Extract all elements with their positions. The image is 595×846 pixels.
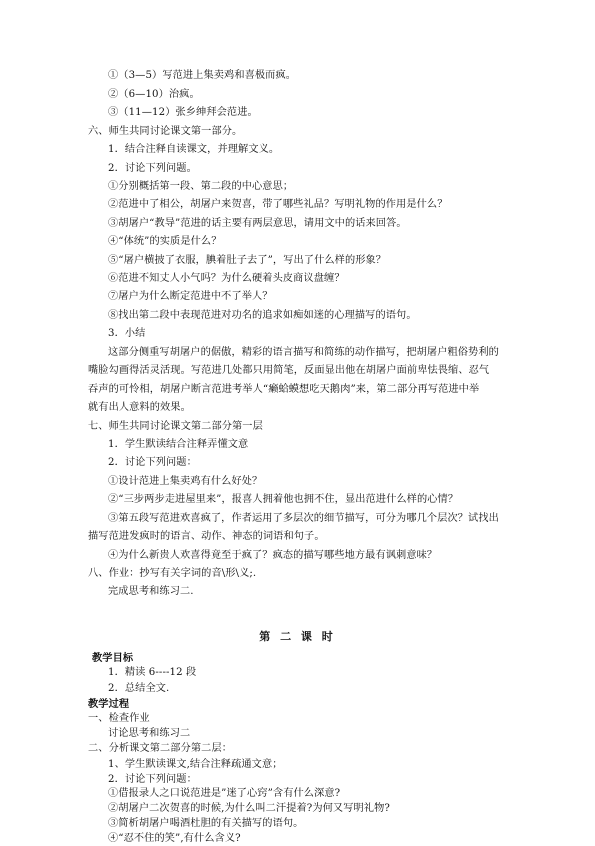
question-item: ①设计范进上集卖鸡有什么好处？ bbox=[108, 476, 263, 487]
question-item: ⑧找出第二段中表现范进对功名的追求如痴如迷的心理描写的语句。 bbox=[108, 310, 417, 321]
section-heading: 八、作业：抄写有关字词的音\形\义;. bbox=[88, 568, 257, 579]
goals-heading: 教学目标 bbox=[92, 652, 134, 664]
text-line: ①（3—5）写范进上集卖鸡和喜极而疯。 bbox=[108, 70, 297, 81]
question-item: ⑦屠户为什么断定范进中不了举人？ bbox=[108, 291, 273, 302]
goal-item: 1．精读 6----12 段 bbox=[108, 666, 197, 678]
text-line: 2．讨论下列问题。 bbox=[108, 163, 197, 174]
question-item: ⑤“屠户横披了衣服，腆着肚子去了”，写出了什么样的形象？ bbox=[108, 255, 387, 266]
lesson-title: 第 二 课 时 bbox=[259, 630, 336, 643]
question-item: ③简析胡屠户喝酒杜胆的有关描写的语句。 bbox=[108, 818, 304, 830]
question-item: ①分别概括第一段、第二段的中心意思； bbox=[108, 181, 294, 192]
text-line: 1．结合注释自读课文，并理解文义。 bbox=[108, 144, 280, 155]
question-item: ③第五段写范进欢喜疯了，作者运用了多层次的细节描写，可分为哪几个层次？试找出 bbox=[108, 513, 499, 524]
process-step: 一、检查作业 bbox=[88, 713, 150, 725]
question-item: ④“体统”的实质是什么？ bbox=[108, 236, 222, 247]
goal-item: 2．总结全文. bbox=[108, 682, 170, 694]
process-step: 1、学生默读课文,结合注释疏通文意； bbox=[108, 758, 283, 770]
question-item: ②胡屠户二次贺喜的时候,为什么叫二汗提着?为何又写明礼物? bbox=[108, 803, 390, 815]
summary-paragraph-line: 嘴脸勾画得活灵活现。写范进几处都只用简笔，反面显出他在胡屠户面前卑怯畏缩、忍气 bbox=[88, 365, 490, 376]
text-line: 2．讨论下列问题： bbox=[108, 457, 197, 468]
section-heading: 七、师生共同讨论课文第二部分第一层 bbox=[88, 421, 263, 432]
summary-paragraph-line: 这部分侧重写胡屠户的倨傲，精彩的语言描写和简练的动作描写，把胡屠户粗俗势利的 bbox=[108, 347, 499, 358]
question-item: ④为什么新贵人欢喜得竟至于疯了？疯态的描写哪些地方最有讽刺意味？ bbox=[108, 550, 438, 561]
text-line: 1．学生默读结合注释弄懂文意 bbox=[108, 439, 249, 450]
summary-paragraph-line: 就有出人意料的效果。 bbox=[88, 402, 191, 413]
text-line: 完成思考和练习二. bbox=[108, 586, 194, 597]
question-item: ②范进中了相公，胡屠户来贺喜，带了哪些礼品？写明礼物的作用是什么？ bbox=[108, 199, 448, 210]
question-item: 描写范进发疯时的语言、动作、神态的词语和句子。 bbox=[88, 531, 325, 542]
process-step: 讨论思考和练习二 bbox=[108, 728, 191, 739]
question-item: ④“忍不住的笑”,有什么含义? bbox=[108, 833, 241, 844]
process-step: 二、分析课文第二部分第二层： bbox=[88, 742, 233, 754]
section-heading: 六、师生共同讨论课文第一部分。 bbox=[88, 126, 243, 137]
process-heading: 教学过程 bbox=[88, 697, 130, 710]
question-item: ①借报录人之口说范进是”迷了心窍”含有什么深意? bbox=[108, 788, 341, 800]
summary-paragraph-line: 吞声的可怜相，胡屠户断言范进考举人“癞蛤蟆想吃天鹅肉”来，第二部分再写范进中举 bbox=[88, 384, 480, 395]
text-line: ②（6—10）治疯。 bbox=[108, 89, 200, 100]
text-line: ③（11—12）张乡绅拜会范进。 bbox=[108, 107, 258, 118]
process-step: 2．讨论下列问题： bbox=[108, 773, 197, 785]
text-line: 3．小结 bbox=[108, 328, 146, 339]
question-item: ②“三步两步走进屋里来”，报喜人拥着他也拥不住，显出范进什么样的心情？ bbox=[108, 494, 459, 505]
question-item: ⑥范进不知丈人小气吗？为什么硬着头皮商议盘缠？ bbox=[108, 273, 345, 284]
question-item: ③胡屠户“教导”范进的话主要有两层意思，请用文中的话来回答。 bbox=[108, 218, 407, 229]
